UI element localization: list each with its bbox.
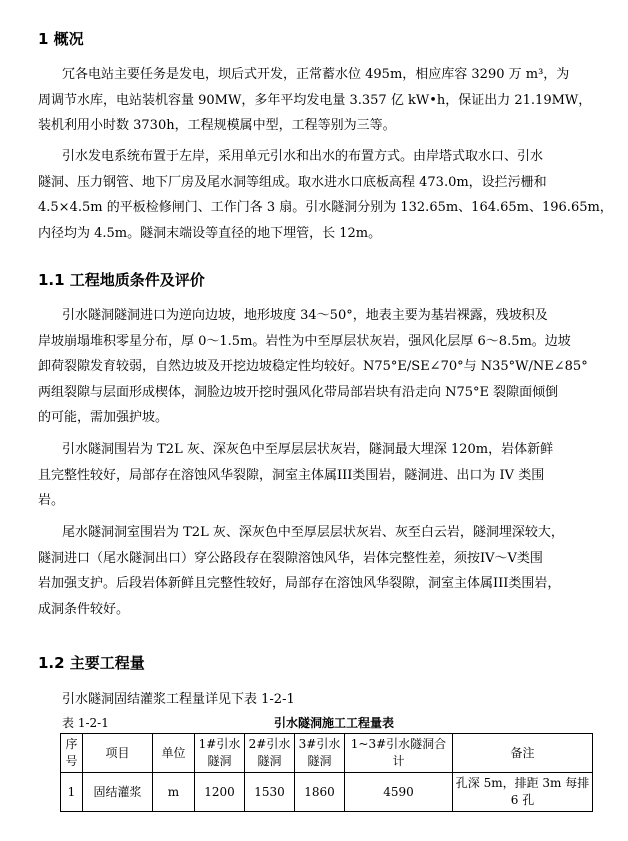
cell-index: 1 xyxy=(61,773,83,812)
quantity-table xyxy=(60,733,593,812)
cell-tunnel-1: 1200 xyxy=(195,773,245,812)
header-tunnel-2: 2#引水隧洞 xyxy=(245,734,295,773)
cell-total: 4590 xyxy=(345,773,453,812)
header-tunnel-3: 3#引水隧洞 xyxy=(295,734,345,773)
text-line: 引水发电系统布置于左岸，采用单元引水和出水的布置方式。由岸塔式取水口、引水 xyxy=(62,149,544,164)
text-line: 内径均为 4.5m。隧洞末端设等直径的地下埋管，长 12m。 xyxy=(38,225,382,241)
text-line: 装机利用小时数 3730h，工程规模属中型，工程等别为三等。 xyxy=(38,118,396,133)
section-1-2-heading: 1.2 主要工程量 xyxy=(38,654,145,672)
text-line: 引水隧洞围岩为 T2L 灰、深灰色中至厚层层状灰岩，隧洞最大埋深 120m，岩体新鲜 xyxy=(62,442,554,457)
text-line: 卸荷裂隙发育较弱，自然边坡及开挖边坡稳定性均较好。N75°E/SE∠70°与 N35°W/NE∠85° xyxy=(38,359,588,374)
header-remark: 备注 xyxy=(453,734,593,773)
header-unit: 单位 xyxy=(153,734,195,773)
text-line: 岩。 xyxy=(38,493,65,508)
section-1-1-paragraph-2 xyxy=(38,437,602,514)
text-line: 引水隧洞隧洞进口为逆向边坡，地形坡度 34～50°，地表主要为基岩裸露，残坡积及 xyxy=(62,308,548,323)
cell-remark: 孔深 5m，排距 3m 每排 6 孔 xyxy=(453,773,593,812)
section-1-paragraph-2 xyxy=(38,144,613,246)
cell-tunnel-3: 1860 xyxy=(295,773,345,812)
text-line: 的可能，需加强护坡。 xyxy=(38,410,169,425)
table-caption xyxy=(62,714,598,730)
table-intro-text: 引水隧洞固结灌浆工程量详见下表 1-2-1 xyxy=(62,692,295,707)
header-tunnel-1: 1#引水隧洞 xyxy=(195,734,245,773)
table-row xyxy=(61,773,593,812)
cell-tunnel-2: 1530 xyxy=(245,773,295,812)
section-1-1-paragraph-1 xyxy=(38,303,602,431)
text-line: 隧洞进口（尾水隧洞出口）穿公路段存在裂隙溶蚀风华，岩体完整性差，须按IV～V类围 xyxy=(38,550,543,566)
text-line: 且完整性较好，局部存在溶蚀风华裂隙，洞室主体属III类围岩，隧洞进、出口为 IV 类围 xyxy=(38,467,545,483)
header-item: 项目 xyxy=(83,734,153,773)
header-index: 序号 xyxy=(61,734,83,773)
table-header-row xyxy=(61,734,593,773)
text-line: 4.5×4.5m 的平板检修闸门、工作门各 3 扇。引水隧洞分别为 132.65m、164.65m、196.65m， xyxy=(38,200,613,215)
text-line: 周调节水库，电站装机容量 90MW，多年平均发电量 3.357 亿 kW•h，保证出力 21.19MW， xyxy=(38,92,592,108)
cell-item: 固结灌浆 xyxy=(83,773,153,812)
text-line: 岸坡崩塌堆积零星分布，厚 0～1.5m。岩性为中至厚层状灰岩，强风化层厚 6～8.5m。边坡 xyxy=(38,333,571,349)
section-1-paragraph-1 xyxy=(38,62,602,139)
text-line: 隧洞、压力钢管、地下厂房及尾水洞等组成。取水进水口底板高程 473.0m，设拦污栅和 xyxy=(38,174,547,190)
text-line: 冗各电站主要任务是发电，坝后式开发，正常蓄水位 495m，相应库容 3290 万 m³，为 xyxy=(62,67,570,82)
section-1-heading: 1 概况 xyxy=(38,30,84,48)
section-1-1-heading: 1.1 工程地质条件及评价 xyxy=(38,271,205,289)
table-number: 表 1-2-1 xyxy=(62,716,109,730)
table-title: 引水隧洞施工工程量表 xyxy=(274,716,395,730)
section-1-1-paragraph-3 xyxy=(38,520,602,622)
text-line: 两组裂隙与层面形成楔体，洞脸边坡开挖时强风化带局部岩块有沿走向 N75°E 裂隙面倾倒 xyxy=(38,384,559,400)
header-total: 1~3#引水隧洞合计 xyxy=(345,734,453,773)
text-line: 岩加强支护。后段岩体新鲜且完整性较好，局部存在溶蚀风华裂隙，洞室主体属III类围岩， xyxy=(38,576,561,591)
cell-unit: m xyxy=(153,773,195,812)
text-line: 尾水隧洞洞室围岩为 T2L 灰、深灰色中至厚层层状灰岩、灰至白云岩，隧洞埋深较大， xyxy=(62,525,564,540)
text-line: 成洞条件较好。 xyxy=(38,601,130,617)
